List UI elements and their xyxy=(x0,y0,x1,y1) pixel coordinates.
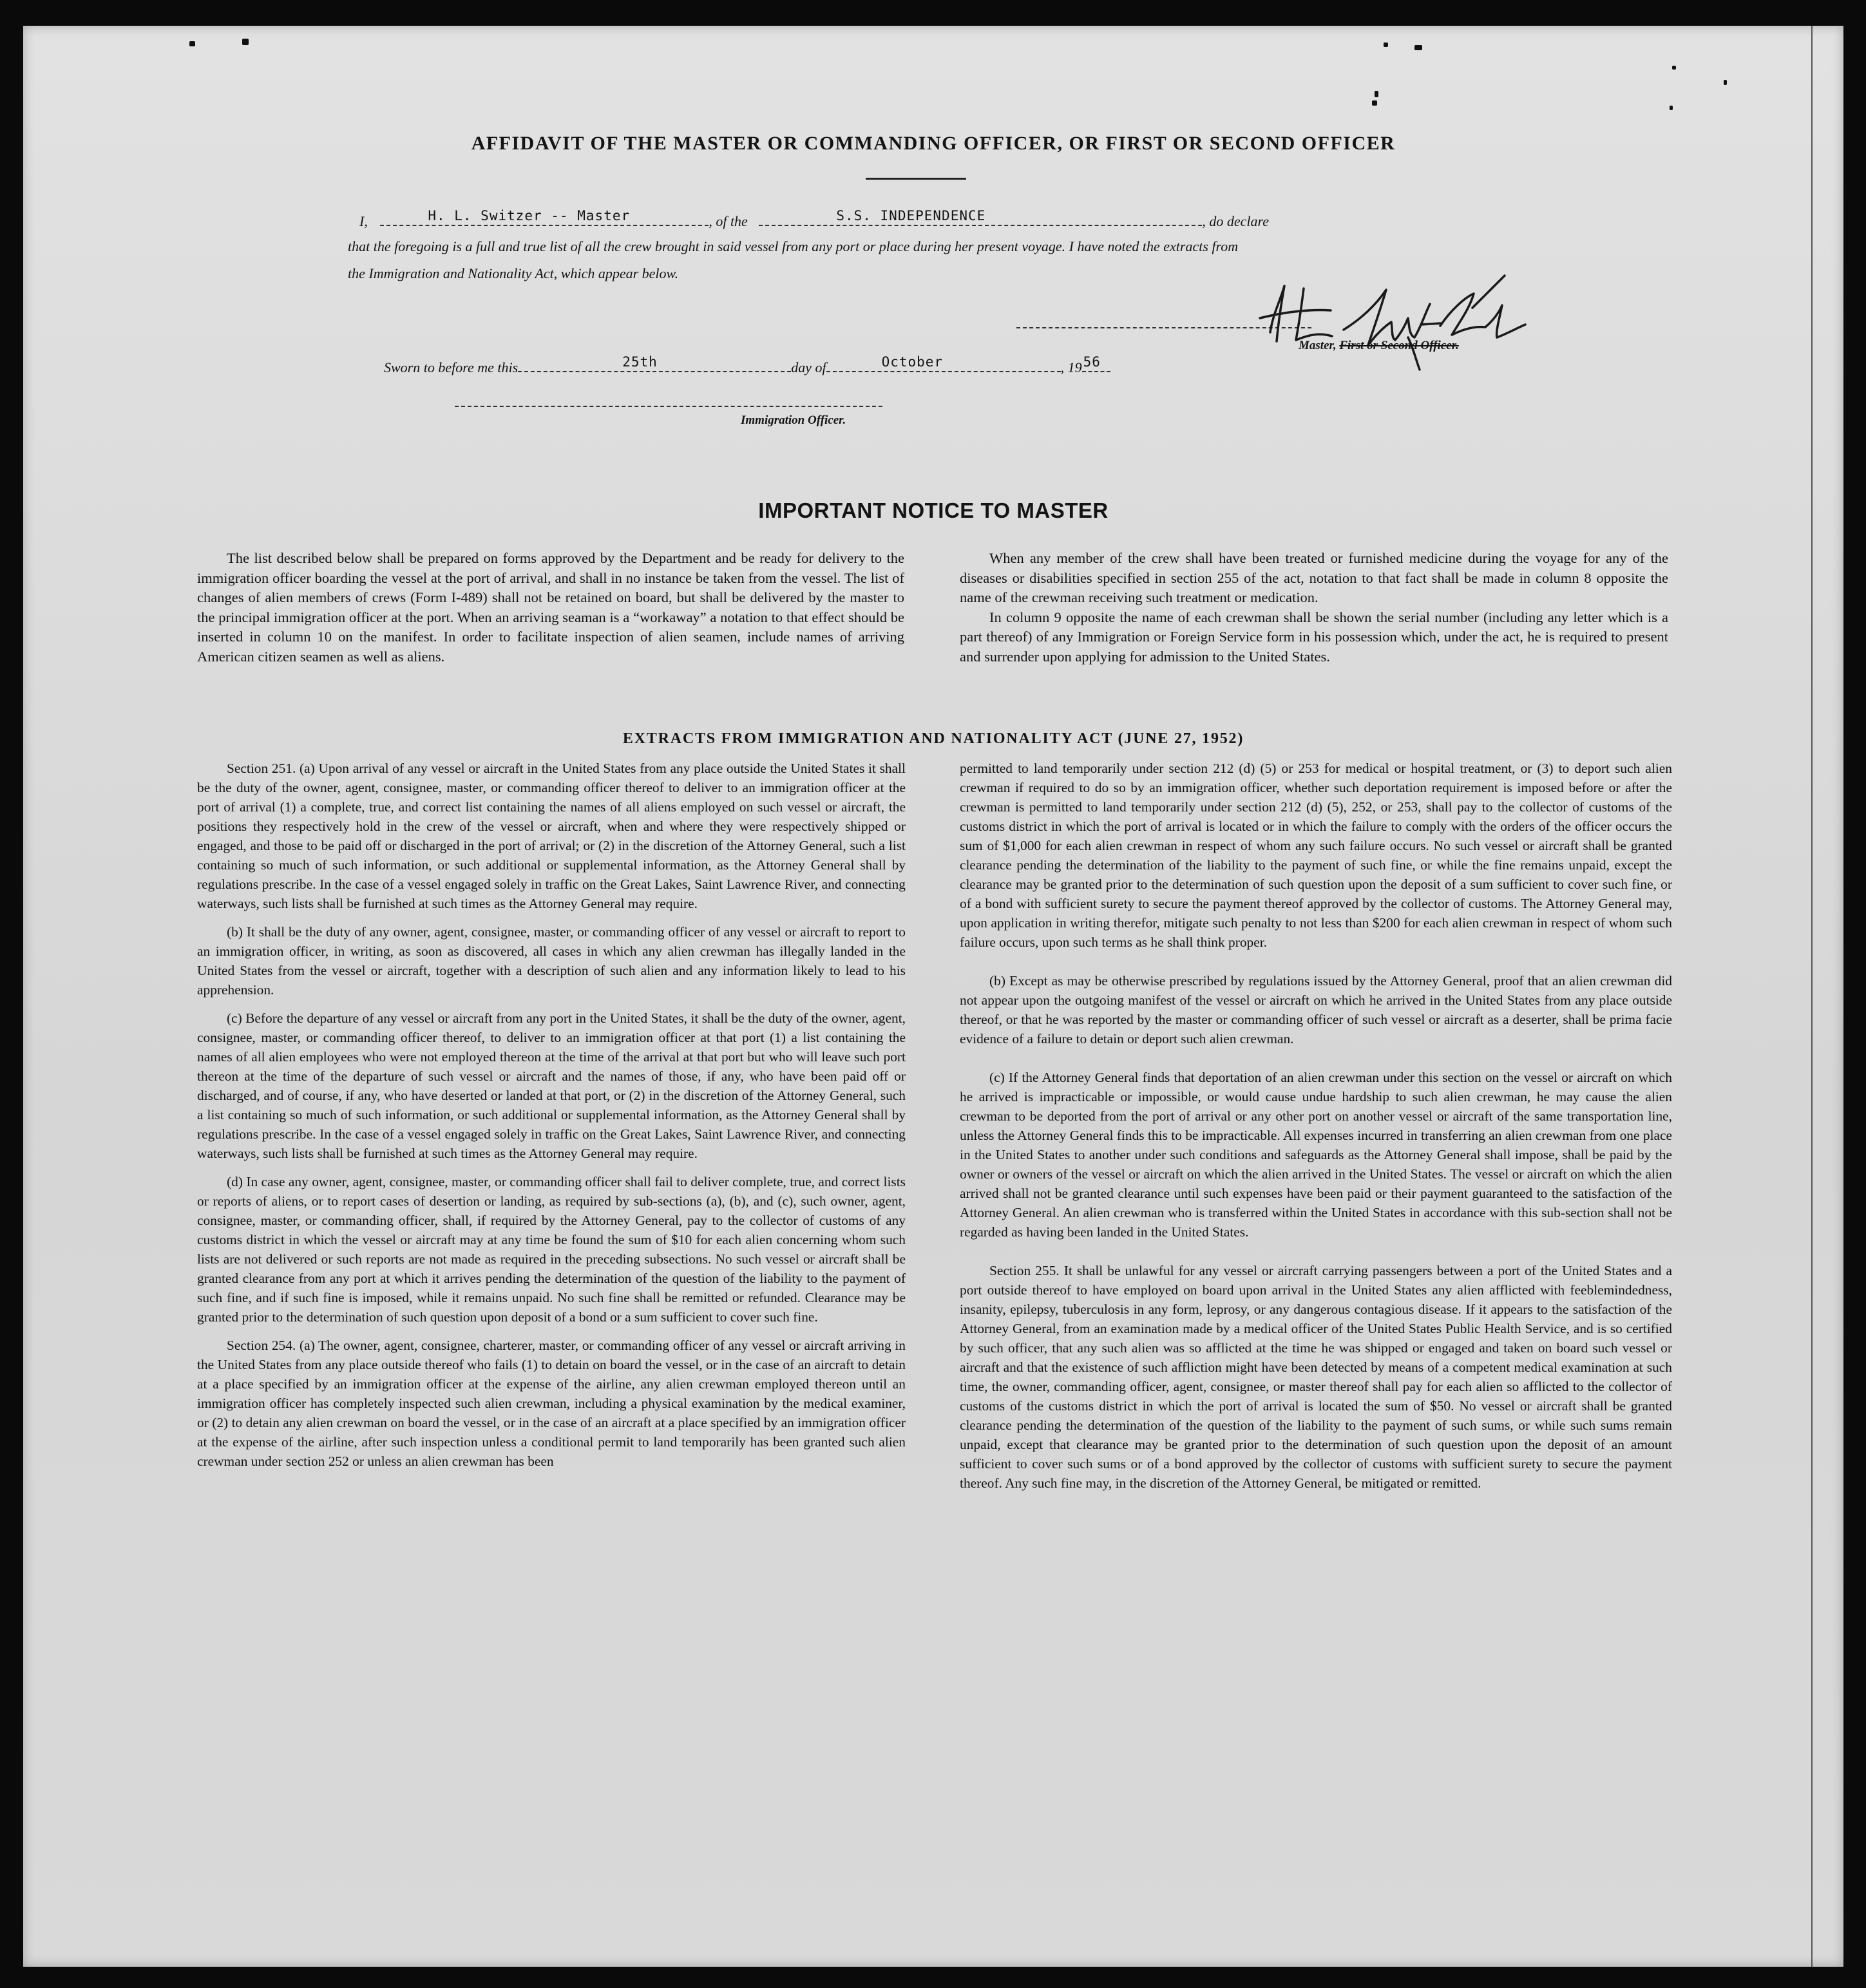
extracts-title: EXTRACTS FROM IMMIGRATION AND NATIONALITY ACT (JUNE 27, 1952) xyxy=(622,730,1244,747)
of-the-label: , of the xyxy=(709,213,748,229)
scan-edge xyxy=(1811,26,1813,1967)
section-254c: (c) If the Attorney General finds that deportation of an alien crewman under this section on the vessel or aircraft on which he arrived is impracticable or impossible, or would cause undue hardship to such alien crewman, he may cause the alien crewman to be deported from the port of arrival or any other port on another vessel or aircraft of the same transportation line, unless the Attorney General finds this to be impracticable. All expenses incurred in transferring an alien crewman from one place in the United States to another under such conditions and safeguards as the Attorney General shall impose, shall be paid by the owner or owners of the vessel or aircraft on which the alien arrived in the United States. The vessel or aircraft on which the alien arrived shall not be granted clearance until such expenses have been paid or their payment guaranteed to the satisfaction of the Attorney General. An alien crewman who is transferred within the United States in accordance with this sub-section shall not be regarded as having been landed in the United States. xyxy=(960,1070,1672,1240)
section-254a: Section 254. (a) The owner, agent, consignee, charterer, master, or commanding officer of any vessel or aircraft arriving in the United States from any place outside thereof who fails (1) to detain on board the vessel, or in the case of an aircraft to detain at a place specified by an immigration officer at the expense of the airline, any alien crewman employed thereon until an immigration officer has completely inspected such alien crewman, including a physical examination by the medical examiner, or (2) to detain any alien crewman on board the vessel, or in the case of an aircraft at a place specified by an immigration officer at the expense of the airline, after such inspection unless a conditional permit to land temporarily has been granted such alien crewman under section 252 or unless an alien crewman has been xyxy=(197,1338,906,1469)
month-value: October xyxy=(881,354,944,370)
immigration-officer-line xyxy=(455,406,882,407)
notice-right-paragraph-2: In column 9 opposite the name of each crewman shall be shown the serial number (including any letter which is a part thereof) of any Immigration or Foreign Service form in his possession which, under the act, he is required to present and surrender upon applying for admission to the United States. xyxy=(960,609,1668,665)
notice-right-column xyxy=(960,549,1668,667)
notice-left-column xyxy=(197,549,904,667)
vessel-field xyxy=(759,208,1202,226)
scan-speck xyxy=(1384,43,1388,47)
statement-line-2: the Immigration and Nationality Act, which appear below. xyxy=(348,265,679,281)
scan-speck xyxy=(1372,100,1377,106)
extracts-left-column xyxy=(197,759,906,1480)
scan-speck xyxy=(242,39,249,45)
day-value: 25th xyxy=(622,354,658,370)
section-251d: (d) In case any owner, agent, consignee, master, or commanding officer shall fail to deliver complete, true, and correct lists or reports of aliens, or to report cases of desertion or landing, as required by sub-sections (a), (b), and (c), such owner, agent, consignee, master, or commanding officer, shall, if required by the Attorney General, pay to the collector of customs of any customs district in which the vessel or aircraft may at any time be found the sum of $10 for each alien concerning whom such lists are not delivered or such reports are not made as required in the preceding subsections. No such vessel or aircraft shall be granted clearance from any port at which it arrives pending the determination of the question of the liability to the payment of such fine, and if such fine is imposed, while it remains unpaid. No such fine shall be remitted or refunded. Clearance may be granted prior to the determination of such question upon deposit of a bond or a sum sufficient to cover such fine. xyxy=(197,1174,906,1325)
signature-image xyxy=(1247,263,1556,372)
notice-right-paragraph-1: When any member of the crew shall have been treated or furnished medicine during the voyage for any of the diseases or disabilities specified in section 255 of the act, notation to that fact shall be made in column 8 opposite the name of the crewman receiving such treatment or medication. xyxy=(960,550,1668,605)
section-255: Section 255. It shall be unlawful for any vessel or aircraft carrying passengers between a port of the United States and a port outside thereof to have employed on board upon arrival in the United States any alien afflicted with feeblemindedness, insanity, epilepsy, tuberculosis in any form, leprosy, or any dangerous contagious disease. If it appears to the satisfaction of the Attorney General, from an examination made by a medical officer of the United States Public Health Service, and is so certified by such officer, that any such alien was so afflicted at the time he was shipped or engaged and taken on board such vessel or aircraft and that the existence of such affliction might have been detected by means of a competent medical examination at such time, the owner, commanding officer, agent, consignee, or master thereof shall pay for each alien so afflicted to the collector of customs of the customs district in which the port of arrival is located the sum of $50. No vessel or aircraft shall be granted clearance pending the determination of the question of the liability to the payment of such sums, or while such sums remain unpaid, except that clearance may be granted prior to the determination of such question upon the deposit of an amount sufficient to cover such sums or of a bond approved by the collector of customs with sufficient surety to secure the payment thereof. Any such fine may, in the discretion of the Attorney General, be mitigated or remitted. xyxy=(960,1263,1672,1491)
scan-speck xyxy=(1375,91,1378,97)
month-field xyxy=(826,354,1061,372)
title-rule xyxy=(866,178,966,180)
scan-speck xyxy=(1724,80,1727,85)
declarant-field xyxy=(380,208,709,226)
declarant-line xyxy=(359,208,1269,230)
day-field xyxy=(518,354,791,372)
section-251a: Section 251. (a) Upon arrival of any vessel or aircraft in the United States from any place outside the United States it shall be the duty of the owner, agent, consignee, master, or commanding officer thereof to deliver to an immigration officer at the port of arrival (1) a complete, true, and correct list containing the names of all aliens employed on such vessel or aircraft, the positions they respectively hold in the crew of the vessel or aircraft, when and where they were respectively shipped or engaged, and those to be paid off or discharged in the port of arrival; or (2) in the discretion of the Attorney General, such a list containing so much of such information, or such additional or supplemental information, as the Attorney General shall by regulations prescribe. In the case of a vessel engaged solely in traffic on the Great Lakes, Saint Lawrence River, and connecting waterways, such lists shall be furnished at such times as the Attorney General may require. xyxy=(197,761,906,911)
document-page xyxy=(23,26,1843,1967)
vessel-value: S.S. INDEPENDENCE xyxy=(836,208,986,223)
year-field xyxy=(1082,354,1110,372)
signature-caption xyxy=(1299,339,1459,353)
section-254a-continued: permitted to land temporarily under section 212 (d) (5) or 253 for medical or hospital treatment, or (3) to deport such alien crewman if required to do so by an immigration officer, whether such deportation requirement is imposed before or after the crewman is permitted to land temporarily under section 212 (d) (5), 252, or 253, shall pay to the collector of customs of the customs district in which the port of arrival is located or in which the failure to comply with the orders of the officer occurs the sum of $1,000 for each alien crewman in respect of whom any such failure occurs. No such vessel or aircraft shall be granted clearance pending the determination of the liability to the payment of such fine, or while the fine remains unpaid, except the clearance may be granted prior to the determination of such question upon the deposit of a sum sufficient to cover such fine, or of a bond with sufficient surety to secure the payment thereof approved by the collector of customs. The Attorney General may, upon application in writing therefor, mitigate such penalty to not less than $200 for each alien crewman in respect of whom such failure occurs, upon such terms as he shall think proper. xyxy=(960,761,1672,950)
year-prefix: , 19 xyxy=(1060,359,1082,375)
scan-speck xyxy=(189,41,195,46)
declarant-value: H. L. Switzer -- Master xyxy=(428,208,631,223)
sworn-line xyxy=(384,354,1110,376)
notice-title: IMPORTANT NOTICE TO MASTER xyxy=(758,498,1109,522)
scan-speck xyxy=(1670,106,1673,110)
caption-struck-officer: First or Second Officer. xyxy=(1339,339,1459,352)
notice-left-paragraph: The list described below shall be prepared on forms approved by the Department and be ready for delivery to the immigration officer boarding the vessel at the port of arrival, and shall in no instance be taken from the vessel. The list of changes of alien members of crews (Form I-489) shall not be retained on board, but shall be delivered by the master to the principal immigration officer at the port. When an arriving seaman is a “workaway” a notation to that effect should be inserted in column 10 on the manifest. In order to facilitate inspection of alien seamen, include names of arriving American citizen seamen as well as aliens. xyxy=(197,550,904,665)
scan-speck xyxy=(1672,66,1676,70)
immigration-officer-label: Immigration Officer. xyxy=(741,413,846,427)
sworn-label: Sworn to before me this xyxy=(384,359,519,375)
extracts-right-column xyxy=(960,759,1672,1502)
section-254b: (b) Except as may be otherwise prescribed by regulations issued by the Attorney General, proof that an alien crewman did not appear upon the outgoing manifest of the vessel or aircraft on which he arrived in the United States from any place outside thereof, or that he was reported by the master or commanding officer of such vessel or aircraft as a deserter, shall be prima facie evidence of a failure to detain or deport such alien crewman. xyxy=(960,973,1672,1046)
day-of-label: day of xyxy=(791,359,826,375)
i-label: I, xyxy=(359,213,368,229)
scan-speck xyxy=(1414,45,1422,50)
caption-master: Master, xyxy=(1299,339,1337,352)
affidavit-title: AFFIDAVIT OF THE MASTER OR COMMANDING OFFICER, OR FIRST OR SECOND OFFICER xyxy=(471,133,1396,154)
section-251b: (b) It shall be the duty of any owner, agent, consignee, master, or commanding officer of any vessel or aircraft to report to an immigration officer, in writing, as soon as discovered, all cases in which any alien crewman has illegally landed in the United States from the vessel or aircraft, together with a description of such alien and any information likely to lead to his apprehension. xyxy=(197,924,906,998)
year-value: 56 xyxy=(1083,354,1101,370)
statement-line-1: that the foregoing is a full and true list of all the crew brought in said vessel from any port or place during her present voyage. I have noted the extracts from xyxy=(348,238,1239,254)
do-declare-label: , do declare xyxy=(1202,213,1269,229)
section-251c: (c) Before the departure of any vessel or aircraft from any port in the United States, it shall be the duty of the owner, agent, consignee, master, or commanding officer thereof, to deliver to an immigration officer at that port (1) a list containing the names of all alien employees who were not employed thereon at the time of the arrival at that port but who will leave such port thereon at the time of the departure of such vessel or aircraft and the names of those, if any, who have been paid off or discharged, and of course, if any, who have deserted or landed at that port, or (2) in the discretion of the Attorney General, such a list containing so much of such information, or such additional or supplemental information, as the Attorney General shall by regulations prescribe. In the case of a vessel engaged solely in traffic on the Great Lakes, Saint Lawrence River, and connecting waterways, such lists shall be furnished at such times as the Attorney General may require. xyxy=(197,1010,906,1161)
